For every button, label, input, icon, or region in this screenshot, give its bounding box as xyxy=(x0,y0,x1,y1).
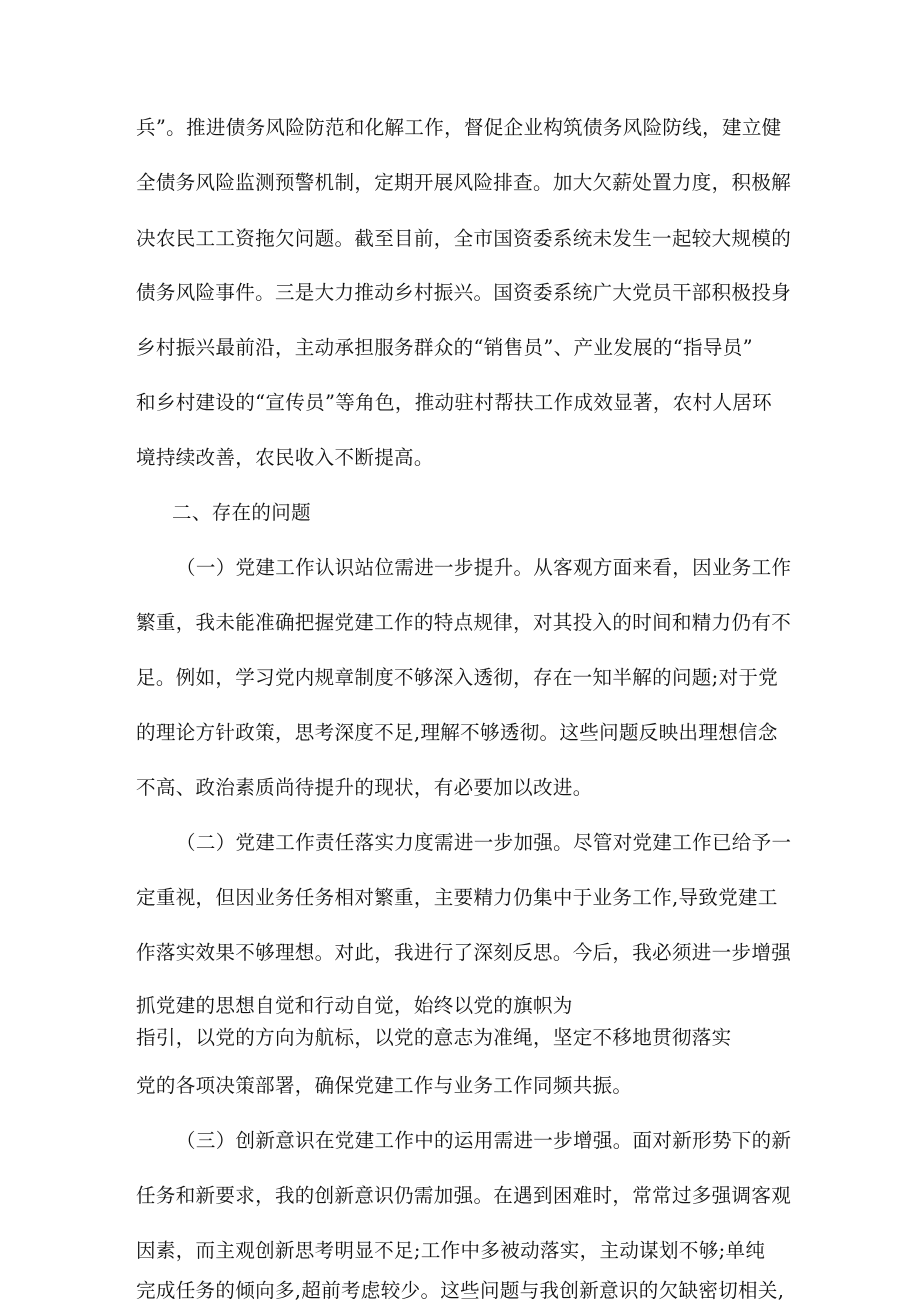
text-line: 决农民工工资拖欠问题。截至目前，全市国资委系统未发生一起较大规模的 xyxy=(136,227,792,250)
text-line: 完成任务的倾向多,超前考虑较少。这些问题与我创新意识的欠缺密切相关, xyxy=(136,1279,785,1302)
text-line: 指引，以党的方向为航标，以党的意志为准绳，坚定不移地贯彻落实 xyxy=(136,1026,732,1049)
text-line: 因素，而主观创新思考明显不足;工作中多被动落实，主动谋划不够;单纯 xyxy=(136,1239,766,1262)
section-heading: 二、存在的问题 xyxy=(172,501,311,524)
text-line: 抓党建的思想自觉和行动自觉，始终以党的旗帜为 xyxy=(136,994,573,1017)
text-line: 全债务风险监测预警机制，定期开展风险排查。加大欠薪处置力度，积极解 xyxy=(136,171,792,194)
text-line: 乡村振兴最前沿，主动承担服务群众的“销售员”、产业发展的“指导员” xyxy=(136,336,753,359)
text-line: 定重视，但因业务任务相对繁重，主要精力仍集中于业务工作,导致党建工 xyxy=(136,886,778,909)
paragraph-start-line: （一）党建工作认识站位需进一步提升。从客观方面来看，因业务工作 xyxy=(176,556,792,579)
text-line: 任务和新要求，我的创新意识仍需加强。在遇到困难时，常常过多强调客观 xyxy=(136,1184,792,1207)
text-line: 境持续改善，农民收入不断提高。 xyxy=(136,446,434,469)
text-line: 繁重，我未能准确把握党建工作的特点规律，对其投入的时间和精力仍有不 xyxy=(136,611,792,634)
text-line: 党的各项决策部署，确保党建工作与业务工作同频共振。 xyxy=(136,1074,633,1097)
text-line: 和乡村建设的“宣传员”等角色，推动驻村帮扶工作成效显著，农村人居环 xyxy=(136,391,772,414)
text-line: 足。例如，学习党内规章制度不够深入透彻，存在一知半解的问题;对于党 xyxy=(136,666,779,689)
paragraph-start-line: （二）党建工作责任落实力度需进一步加强。尽管对党建工作已给予一 xyxy=(176,831,792,854)
text-line: 的理论方针政策，思考深度不足,理解不够透彻。这些问题反映出理想信念 xyxy=(136,721,778,744)
text-line: 兵”。推进债务风险防范和化解工作，督促企业构筑债务风险防线，建立健 xyxy=(136,116,782,139)
paragraph-start-line: （三）创新意识在党建工作中的运用需进一步增强。面对新形势下的新 xyxy=(176,1129,792,1152)
text-line: 债务风险事件。三是大力推动乡村振兴。国资委系统广大党员干部积极投身 xyxy=(136,281,792,304)
text-line: 作落实效果不够理想。对此，我进行了深刻反思。今后，我必须进一步增强 xyxy=(136,941,792,964)
text-line: 不高、政治素质尚待提升的现状，有必要加以改进。 xyxy=(136,776,593,799)
